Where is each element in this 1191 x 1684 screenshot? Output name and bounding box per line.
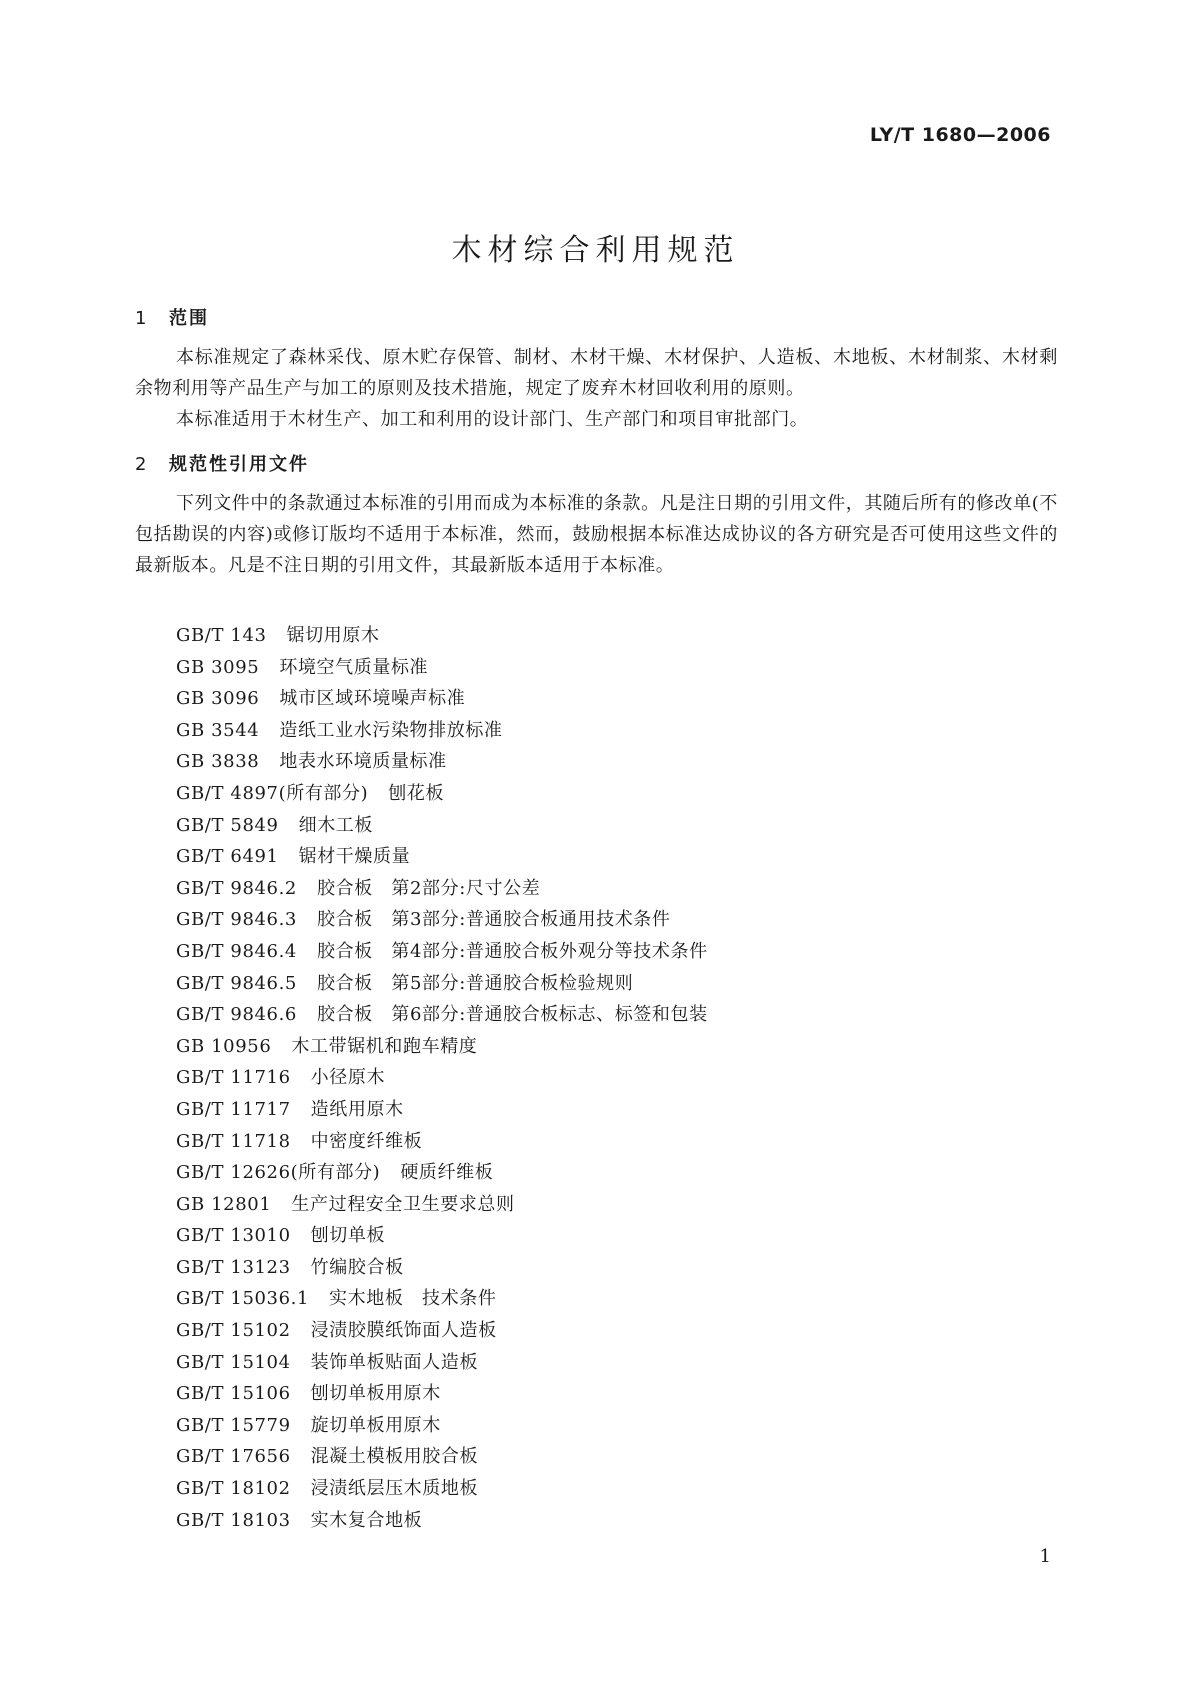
reference-title: 地表水环境质量标准 <box>279 751 447 773</box>
reference-item <box>176 652 708 684</box>
reference-item <box>176 1126 708 1158</box>
reference-code: GB/T 18103 <box>176 1509 291 1531</box>
references-intro-paragraph: 下列文件中的条款通过本标准的引用而成为本标准的条款。凡是注日期的引用文件，其随后所有的修改单(不包括勘误的内容)或修订版均不适用于本标准，然而，鼓励根据本标准达成协议的各方研究是否可使用这些文件的最新版本。凡是不注日期的引用文件，其最新版本适用于本标准。 <box>135 493 1058 576</box>
reference-item <box>176 715 708 747</box>
reference-title: 实木复合地板 <box>310 1509 423 1531</box>
reference-title: 胶合板 第2部分:尺寸公差 <box>316 877 541 899</box>
reference-code: GB/T 15102 <box>176 1320 291 1342</box>
reference-code: GB/T 12626(所有部分) <box>176 1162 381 1184</box>
reference-code: GB/T 11716 <box>176 1067 291 1089</box>
reference-item <box>176 999 708 1031</box>
page-number: 1 <box>1039 1546 1051 1567</box>
reference-item <box>176 746 708 778</box>
section-title: 范围 <box>169 308 209 329</box>
section-number: 1 <box>135 308 149 329</box>
reference-code: GB/T 15106 <box>176 1383 291 1405</box>
reference-code: GB 3095 <box>176 656 260 678</box>
reference-title: 浸渍纸层压木质地板 <box>310 1478 479 1500</box>
reference-title: 刨切单板用原木 <box>310 1383 441 1405</box>
reference-code: GB/T 143 <box>176 625 267 646</box>
reference-code: GB/T 9846.6 <box>176 1004 297 1026</box>
reference-title: 生产过程安全卫生要求总则 <box>291 1193 515 1215</box>
section-heading-scope <box>135 304 209 330</box>
reference-item <box>176 936 708 968</box>
reference-item <box>176 968 708 1000</box>
reference-list <box>176 620 708 1536</box>
reference-title: 硬质纤维板 <box>400 1162 494 1184</box>
reference-code: GB/T 9846.2 <box>176 877 297 899</box>
reference-item <box>176 873 708 905</box>
reference-title: 旋切单板用原木 <box>310 1414 441 1436</box>
section-title: 规范性引用文件 <box>169 454 309 475</box>
reference-code: GB/T 5849 <box>176 814 279 836</box>
reference-item <box>176 778 708 810</box>
reference-title: 胶合板 第3部分:普通胶合板通用技术条件 <box>316 909 671 931</box>
reference-title: 刨花板 <box>388 782 445 804</box>
reference-item <box>176 1441 708 1473</box>
reference-code: GB/T 9846.3 <box>176 909 297 931</box>
reference-title: 小径原木 <box>310 1067 386 1089</box>
reference-title: 混凝土模板用胶合板 <box>310 1446 479 1468</box>
reference-item <box>176 1505 708 1537</box>
reference-item <box>176 1473 708 1505</box>
reference-title: 环境空气质量标准 <box>279 656 429 678</box>
reference-title: 实木地板 技术条件 <box>329 1288 497 1310</box>
reference-item <box>176 620 708 652</box>
reference-title: 装饰单板贴面人造板 <box>310 1351 479 1373</box>
reference-code: GB/T 11718 <box>176 1130 291 1152</box>
reference-item <box>176 1094 708 1126</box>
reference-item <box>176 904 708 936</box>
standard-code: LY/T 1680—2006 <box>869 124 1051 146</box>
scope-paragraph-2: 本标准适用于木材生产、加工和利用的设计部门、生产部门和项目审批部门。 <box>176 409 809 430</box>
document-title: 木材综合利用规范 <box>451 233 740 268</box>
reference-title: 造纸用原木 <box>310 1098 404 1120</box>
reference-title: 锯切用原木 <box>286 625 380 646</box>
reference-code: GB/T 11717 <box>176 1098 291 1120</box>
reference-code: GB/T 18102 <box>176 1478 291 1500</box>
reference-item <box>176 1062 708 1094</box>
reference-item <box>176 1347 708 1379</box>
reference-item <box>176 841 708 873</box>
reference-title: 胶合板 第4部分:普通胶合板外观分等技术条件 <box>316 940 708 962</box>
reference-code: GB/T 9846.5 <box>176 972 297 994</box>
reference-title: 木工带锯机和跑车精度 <box>291 1035 478 1057</box>
reference-code: GB/T 6491 <box>176 846 279 868</box>
reference-item <box>176 1378 708 1410</box>
reference-code: GB/T 9846.4 <box>176 940 297 962</box>
section-heading-normative-references <box>135 450 309 476</box>
reference-item <box>176 1189 708 1221</box>
reference-code: GB/T 4897(所有部分) <box>176 782 369 804</box>
reference-item <box>176 1157 708 1189</box>
reference-title: 城市区域环境噪声标准 <box>279 688 466 710</box>
reference-code: GB 12801 <box>176 1193 272 1215</box>
reference-title: 胶合板 第5部分:普通胶合板检验规则 <box>316 972 634 994</box>
reference-title: 中密度纤维板 <box>310 1130 423 1152</box>
reference-item <box>176 1283 708 1315</box>
reference-item <box>176 1410 708 1442</box>
reference-code: GB/T 15104 <box>176 1351 291 1373</box>
reference-item <box>176 1315 708 1347</box>
reference-code: GB/T 17656 <box>176 1446 291 1468</box>
reference-code: GB/T 15036.1 <box>176 1288 310 1310</box>
reference-title: 刨切单板 <box>310 1225 386 1247</box>
reference-item <box>176 810 708 842</box>
reference-code: GB/T 13010 <box>176 1225 291 1247</box>
reference-title: 浸渍胶膜纸饰面人造板 <box>310 1320 497 1342</box>
reference-title: 细木工板 <box>298 814 374 836</box>
reference-title: 锯材干燥质量 <box>298 846 411 868</box>
reference-title: 竹编胶合板 <box>310 1256 404 1278</box>
reference-code: GB/T 13123 <box>176 1256 291 1278</box>
section-number: 2 <box>135 454 149 475</box>
reference-item <box>176 1031 708 1063</box>
reference-code: GB 10956 <box>176 1035 272 1057</box>
reference-title: 胶合板 第6部分:普通胶合板标志、标签和包装 <box>316 1004 708 1026</box>
reference-title: 造纸工业水污染物排放标准 <box>279 719 503 741</box>
reference-code: GB/T 15779 <box>176 1414 291 1436</box>
reference-item <box>176 1220 708 1252</box>
reference-item <box>176 683 708 715</box>
reference-item <box>176 1252 708 1284</box>
reference-code: GB 3544 <box>176 719 260 741</box>
scope-paragraph-1: 本标准规定了森林采伐、原木贮存保管、制材、木材干燥、木材保护、人造板、木地板、木材制浆、木材剩余物利用等产品生产与加工的原则及技术措施，规定了废弃木材回收利用的原则。 <box>135 347 1058 399</box>
reference-code: GB 3838 <box>176 751 260 773</box>
reference-code: GB 3096 <box>176 688 260 710</box>
